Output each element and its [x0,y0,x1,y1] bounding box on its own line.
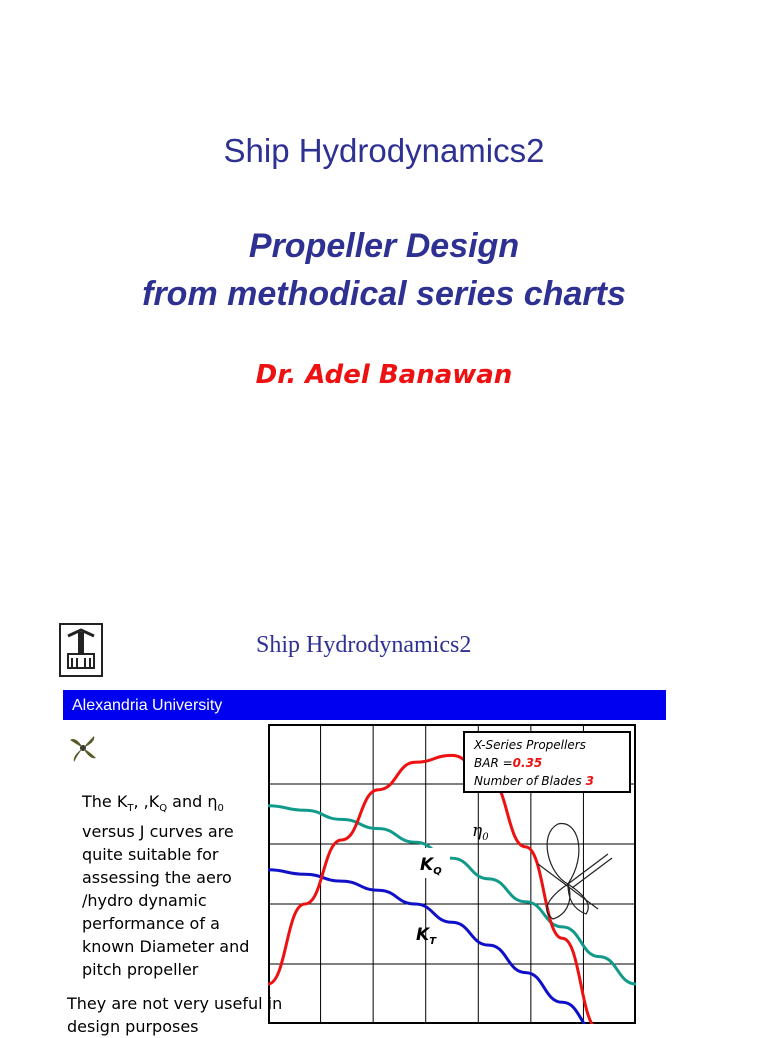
legend-bar-label: BAR = [474,756,513,770]
desc-sep: , ,K [133,792,160,811]
series-eta0-line [268,755,636,1024]
legend-line3 [474,774,594,788]
propeller-icon [66,732,100,764]
course-title: Ship Hydrodynamics2 [223,132,545,169]
main-title-line1: Propeller Design [248,227,520,265]
legend-line1: X-Series Propellers [474,738,586,752]
main-title [0,222,768,318]
legend-blades-value: 3 [585,774,594,788]
kq-label: $K_Q$ [420,855,442,877]
legend-blades-label: Number of Blades [474,774,582,788]
series-kq-line [268,806,636,984]
chart-curves [268,755,636,1024]
series-kt-line [268,870,636,1024]
legend-line2 [474,756,542,770]
description-text [82,790,272,981]
eta-label: $\eta_0$ [472,821,489,843]
desc-prefix: The K [82,792,128,811]
legend-bar-value: 0.35 [512,756,543,770]
desc-rest: versus J curves are quite suitable for assessing the aero /hydro dynamic performance of a known Diameter and pitch propeller [82,822,250,980]
propeller-chart [268,724,636,1024]
description-text-2: They are not very useful in design purposes [67,994,283,1036]
desc-kt-sub: T [127,803,134,815]
university-name: Alexandria University [72,697,223,714]
main-title-line2: from methodical series charts [142,275,626,313]
kt-label: $K_T$ [416,925,437,947]
slide2-title: Ship Hydrodynamics2 [256,632,472,658]
desc-eta-sub: 0 [217,803,224,815]
desc-kq-sub: Q [159,803,168,815]
propeller-sketch-icon [538,824,612,919]
author-name: Dr. Adel Banawan [255,360,513,390]
desc-and: and η [167,792,218,811]
university-logo-icon [58,622,104,678]
